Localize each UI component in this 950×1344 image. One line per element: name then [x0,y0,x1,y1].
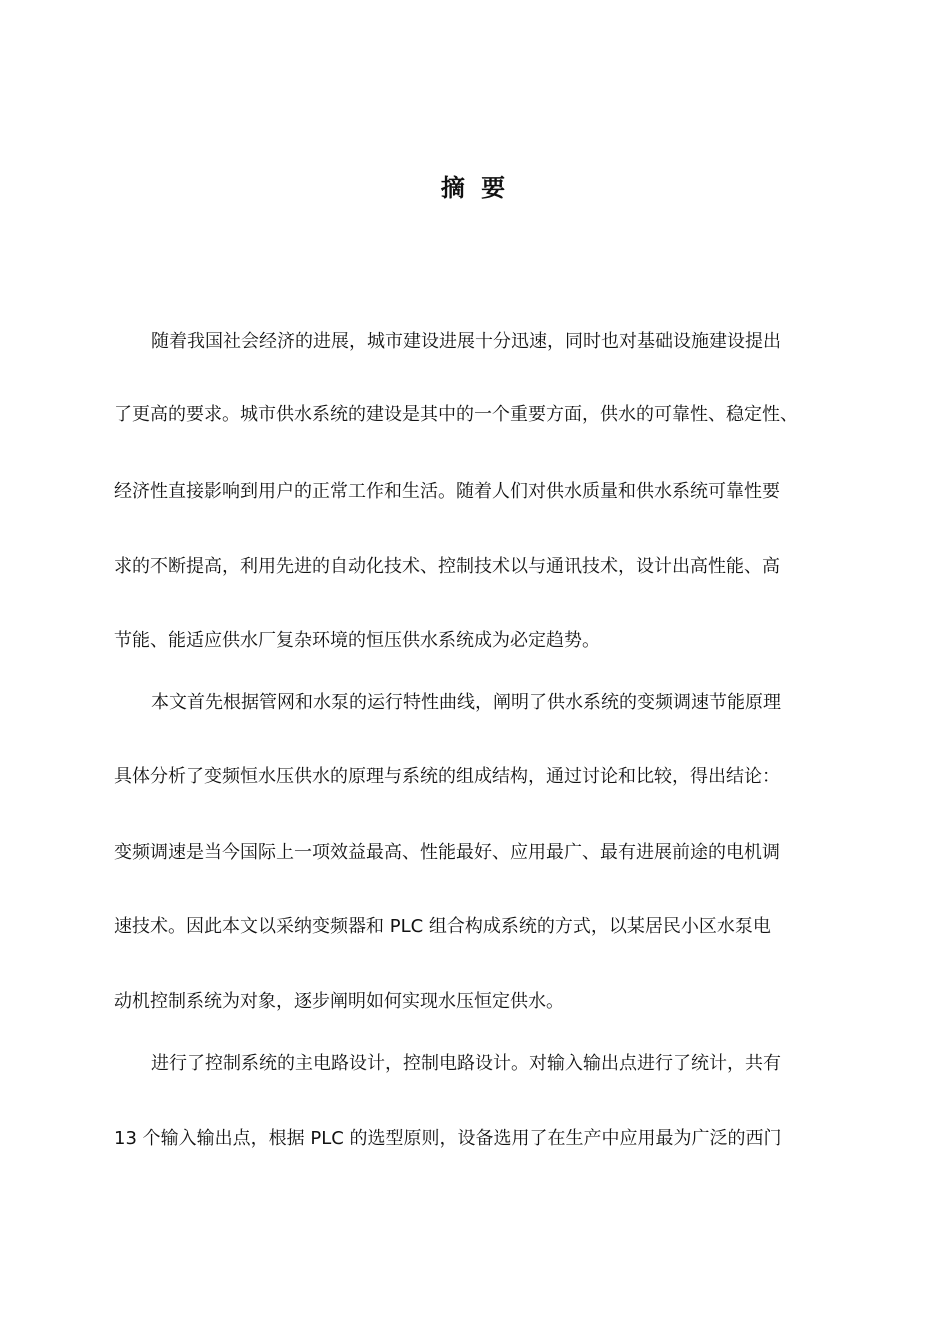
paragraph-1-line-5: 节能、能适应供水厂复杂环境的恒压供水系统成为必定趋势。 [114,630,600,651]
paragraph-3-line-2: 13 个输入输出点，根据 PLC 的选型原则，设备选用了在生产中应用最为广泛的西门 [114,1128,782,1149]
paragraph-3-line-1: 进行了控制系统的主电路设计，控制电路设计。对输入输出点进行了统计，共有 [151,1053,781,1074]
paragraph-1-line-4: 求的不断提高，利用先进的自动化技术、控制技术以与通讯技术，设计出高性能、高 [114,556,780,577]
paragraph-2-line-1: 本文首先根据管网和水泵的运行特性曲线，阐明了供水系统的变频调速节能原理 [151,692,781,713]
paragraph-1-line-2: 了更高的要求。城市供水系统的建设是其中的一个重要方面，供水的可靠性、稳定性、 [114,404,798,425]
paragraph-2-line-5: 动机控制系统为对象，逐步阐明如何实现水压恒定供水。 [114,991,564,1012]
paragraph-2-line-4: 速技术。因此本文以采纳变频器和 PLC 组合构成系统的方式，以某居民小区水泵电 [114,916,771,937]
paragraph-2-line-2: 具体分析了变频恒水压供水的原理与系统的组成结构，通过讨论和比较，得出结论： [114,766,780,787]
abstract-title: 摘 要 [440,174,510,202]
paragraph-1-line-1: 随着我国社会经济的进展，城市建设进展十分迅速，同时也对基础设施建设提出 [151,331,781,352]
paragraph-1-line-3: 经济性直接影响到用户的正常工作和生活。随着人们对供水质量和供水系统可靠性要 [114,481,780,502]
paragraph-2-line-3: 变频调速是当今国际上一项效益最高、性能最好、应用最广、最有进展前途的电机调 [114,842,780,863]
